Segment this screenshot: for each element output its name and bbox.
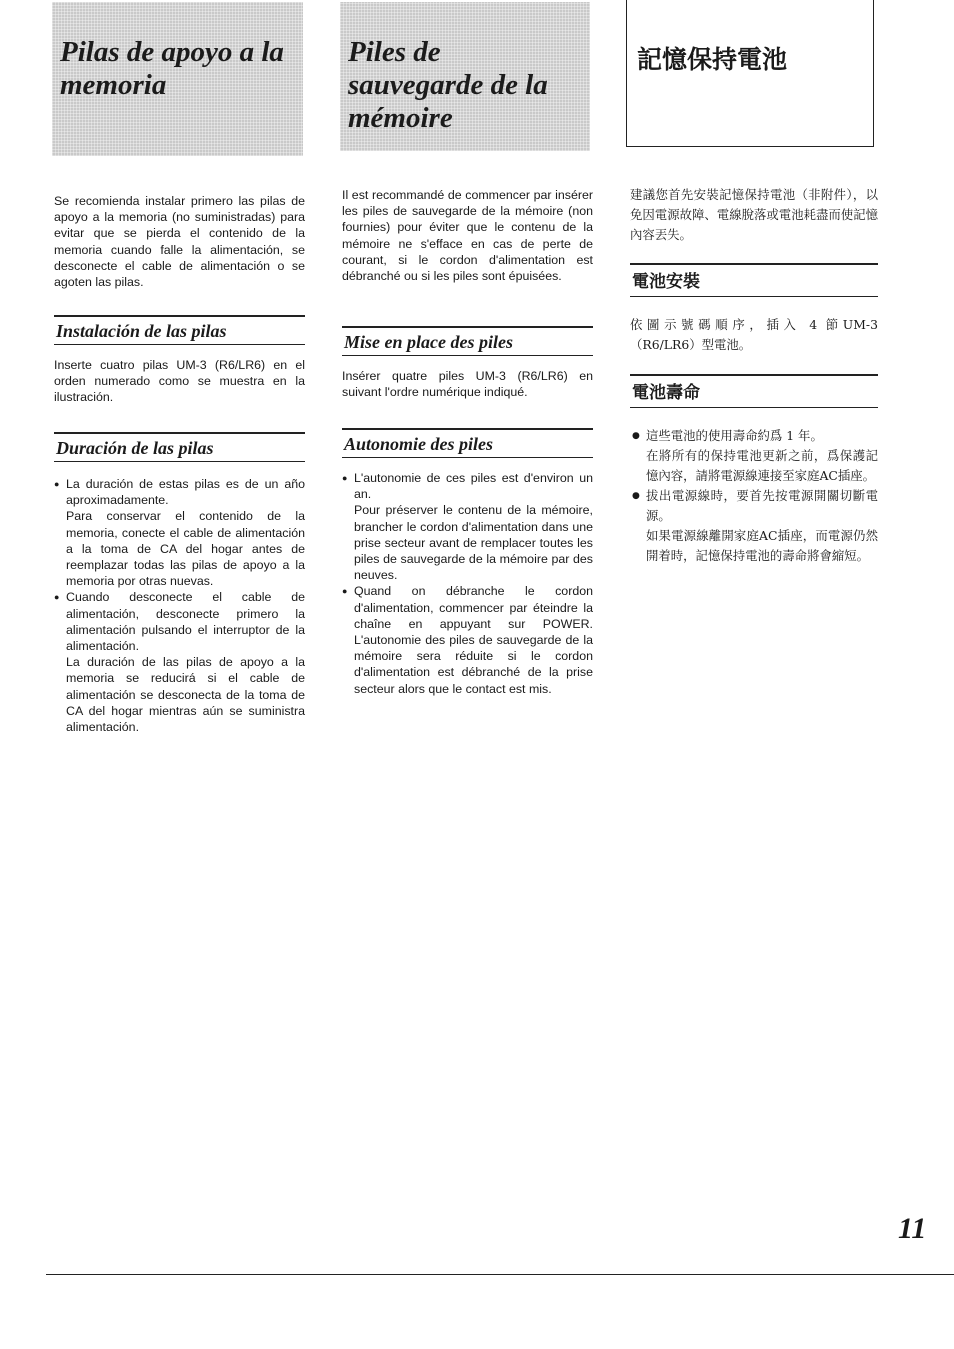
list-item — [342, 470, 593, 583]
french-intro: Il est recommandé de commencer par insérer les piles de sauvegarde de la mémoire (non fournies) pour éviter que le contenu de la mémoire ne s'efface en cas de perte de courant, si le cordon d'alimentation est débranché ou si les piles sont épuisées. — [342, 188, 593, 284]
spanish-bullet-1-sub: Para conservar el contenido de la memoria, conecte el cable de alimentación a la toma de CA del hogar antes de reemplazar todas las pilas de apoyo a la memoria por otras nuevas. — [66, 509, 305, 589]
spanish-installation-heading: Instalación de las pilas — [54, 315, 305, 345]
spanish-bullet-2: Cuando desconecte el cable de alimentación, desconecte primero la alimentación pulsando el interruptor de la alimentación. — [66, 590, 305, 654]
footer-divider — [46, 1274, 954, 1275]
spanish-bullet-2-sub: La duración de las pilas de apoyo a la memoria se reducirá si el cable de alimentación se desconecta de la toma de CA del hogar mientras aún se suministra alimentación. — [66, 655, 305, 735]
french-bullet-1: L'autonomie de ces piles est d'environ un an. — [354, 471, 593, 502]
french-duration-heading: Autonomie des piles — [342, 428, 593, 458]
chinese-bullet-2-sub: 如果電源線離開家庭AC插座，而電源仍然開着時，記憶保持電池的壽命將會縮短。 — [646, 528, 878, 563]
spanish-intro: Se recomienda instalar primero las pilas de apoyo a la memoria (no suministradas) para evitar que se pierda el contenido de la memoria cuando falle la alimentación, se desconecte el cable de alimentación o se agoten las pilas. — [54, 194, 305, 290]
french-bullet-2: Quand on débranche le cordon d'alimentation, commencer par éteindre la chaîne en appuyant sur POWER. L'autonomie des piles de sauvegarde de la mémoire sera réduite si le cordon d'alimentation est débranché de la prise secteur alors que le contact est mis. — [354, 584, 593, 696]
french-installation-text: Insérer quatre piles UM-3 (R6/LR6) en suivant l'ordre numérique indiqué. — [342, 369, 593, 400]
chinese-bullet-2: 拔出電源線時，要首先按電源開關切斷電源。 — [646, 488, 878, 523]
list-item — [54, 476, 305, 589]
chinese-duration-list — [632, 426, 878, 566]
chinese-title: 記憶保持電池 — [626, 0, 874, 147]
french-bullet-1-sub: Pour préserver le contenu de la mémoire, brancher le cordon d'alimentation dans une prise secteur avant de remplacer toutes les piles de sauvegarde de la mémoire par des neuves. — [354, 503, 593, 583]
chinese-bullet-1: 這些電池的使用壽命約爲 1 年。 — [646, 428, 823, 443]
chinese-bullet-1-sub: 在將所有的保持電池更新之前，爲保護記憶內容，請將電源線連接至家庭AC插座。 — [646, 448, 878, 483]
chinese-installation-heading: 電池安裝 — [630, 263, 878, 297]
spanish-duration-heading: Duración de las pilas — [54, 432, 305, 462]
list-item — [342, 583, 593, 696]
french-duration-list — [342, 470, 593, 697]
french-title: Piles de sauvegarde de la mémoire — [340, 2, 590, 151]
chinese-duration-heading: 電池壽命 — [630, 374, 878, 408]
chinese-installation-text: 依圖示號碼順序，插入 4 節UM-3（R6/LR6）型電池。 — [630, 317, 878, 352]
list-item — [632, 426, 878, 486]
chinese-intro: 建議您首先安裝記憶保持電池（非附件），以免因電源故障、電線脫落或電池耗盡而使記憶內容丟失。 — [630, 187, 878, 242]
spanish-bullet-1: La duración de estas pilas es de un año aproximadamente. — [66, 477, 305, 508]
list-item — [54, 589, 305, 735]
french-installation-heading: Mise en place des piles — [342, 326, 593, 356]
spanish-title: Pilas de apoyo a la memoria — [52, 2, 303, 156]
spanish-installation-text: Inserte cuatro pilas UM-3 (R6/LR6) en el orden numerado como se muestra en la ilustración. — [54, 358, 305, 405]
page-number: 11 — [898, 1212, 927, 1245]
list-item — [632, 486, 878, 566]
spanish-duration-list — [54, 476, 305, 735]
